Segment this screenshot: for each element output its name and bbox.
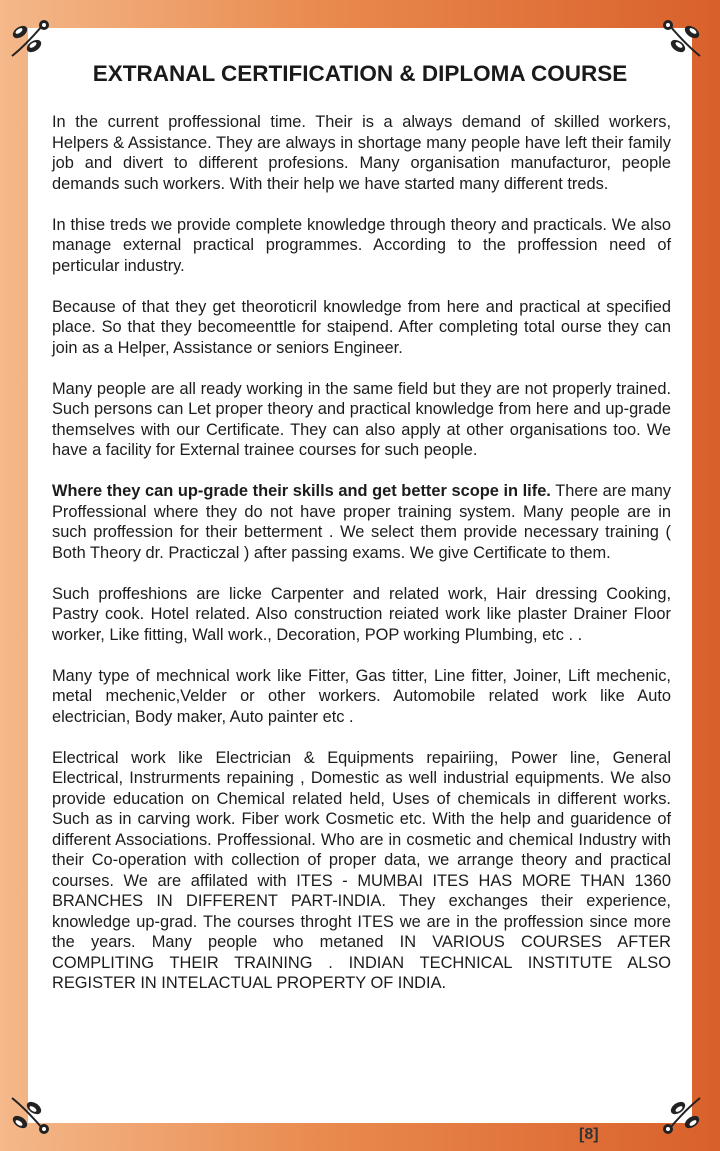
paragraph-text: Electrical work like Electrician & Equipments repairiing, Power line, General Electrical, Instrurments repaining , Domestic as well industrial equipments. We also provide education on Chemical related held, Uses of chemicals in different works. Such as in carving work. Fiber work Cosmetic etc. With the help and guaridence of different Associations. Proffessional. Who are in cosmetic and chemical Industry with their Co-operation with collection of proper data, we arrange theory and practical courses. We are affilated with ITES - MUMBAI ITES HAS MORE THAN 1360 BRANCHES IN DIFFERENT PART-INDIA. They exchanges their experience, knowledge up-grad. The courses throght ITES we are in the proffession since more the years. Many people who metaned IN VARIOUS COURSES AFTER COMPLITING THEIR TRAINING . INDIAN TECHNICAL INSTITUTE ALSO REGISTER IN INTELACTUAL PROPERTY OF INDIA. (52, 748, 671, 992)
paragraph-text: Many type of mechnical work like Fitter, Gas titter, Line fitter, Joiner, Lift mechenic, metal mechenic,Velder or other workers. Automobile related work like Auto electrician, Body maker, Auto painter etc . (52, 666, 671, 726)
paragraph-text: There are many Proffessional where they do not have proper training system. Many people are in such proffession for their betterment . We select them provide necessary training ( Both Theory dr. Practiczal ) after passing exams. We give Certificate to them. (52, 482, 672, 562)
paragraph-3 (52, 297, 671, 359)
page-panel (28, 28, 692, 1143)
paragraph-6 (52, 584, 671, 646)
flower-ornament-icon (658, 18, 704, 64)
paragraph-1 (52, 112, 671, 194)
paragraph-7 (52, 666, 671, 728)
paragraph-2 (52, 215, 671, 277)
paragraph-text: Because of that they get theoroticril knowledge from here and practical at specified place. So that they becomeenttle for staipend. After completing total ourse they can join as a Helper, Assistance or seniors Engineer. (52, 297, 671, 357)
paragraph-text: In the current proffessional time. Their is a always demand of skilled workers, Helpers & Assistance. They are always in shortage many people have left their family job and divert to different profesions. Many organisation manufacturor, people demands such workers. With their help we have started many different treds. (52, 113, 671, 193)
body-text (52, 112, 671, 994)
page-title: EXTRANAL CERTIFICATION & DIPLOMA COURSE (92, 61, 628, 86)
paragraph-4 (52, 379, 671, 461)
flower-ornament-icon (8, 1090, 54, 1136)
flower-ornament-icon (658, 1090, 704, 1136)
paragraph-text: In thise treds we provide complete knowledge through theory and practicals. We also manage external practical programmes. According to the proffession need of perticular industry. (52, 215, 671, 275)
page-number: [8] (579, 1126, 599, 1143)
flower-ornament-icon (8, 18, 54, 64)
paragraph-text: Such proffeshions are licke Carpenter and related work, Hair dressing Cooking, Pastry cook. Hotel related. Also construction reiated work like plaster Drainer Floor worker, Like fitting, Wall work., Decoration, POP working Plumbing, etc . . (52, 584, 671, 644)
paragraph-lead: Where they can up-grade their skills and get better scope in life. (52, 482, 551, 500)
paragraph-8 (52, 748, 671, 994)
paragraph-text: Many people are all ready working in the same field but they are not properly trained. Such persons can Let proper theory and practical knowledge from here and up-grade themselves with our Certificate. They can also apply at other organisations too. We have a facility for External trainee courses for such people. (52, 379, 671, 459)
paragraph-5 (52, 481, 671, 563)
